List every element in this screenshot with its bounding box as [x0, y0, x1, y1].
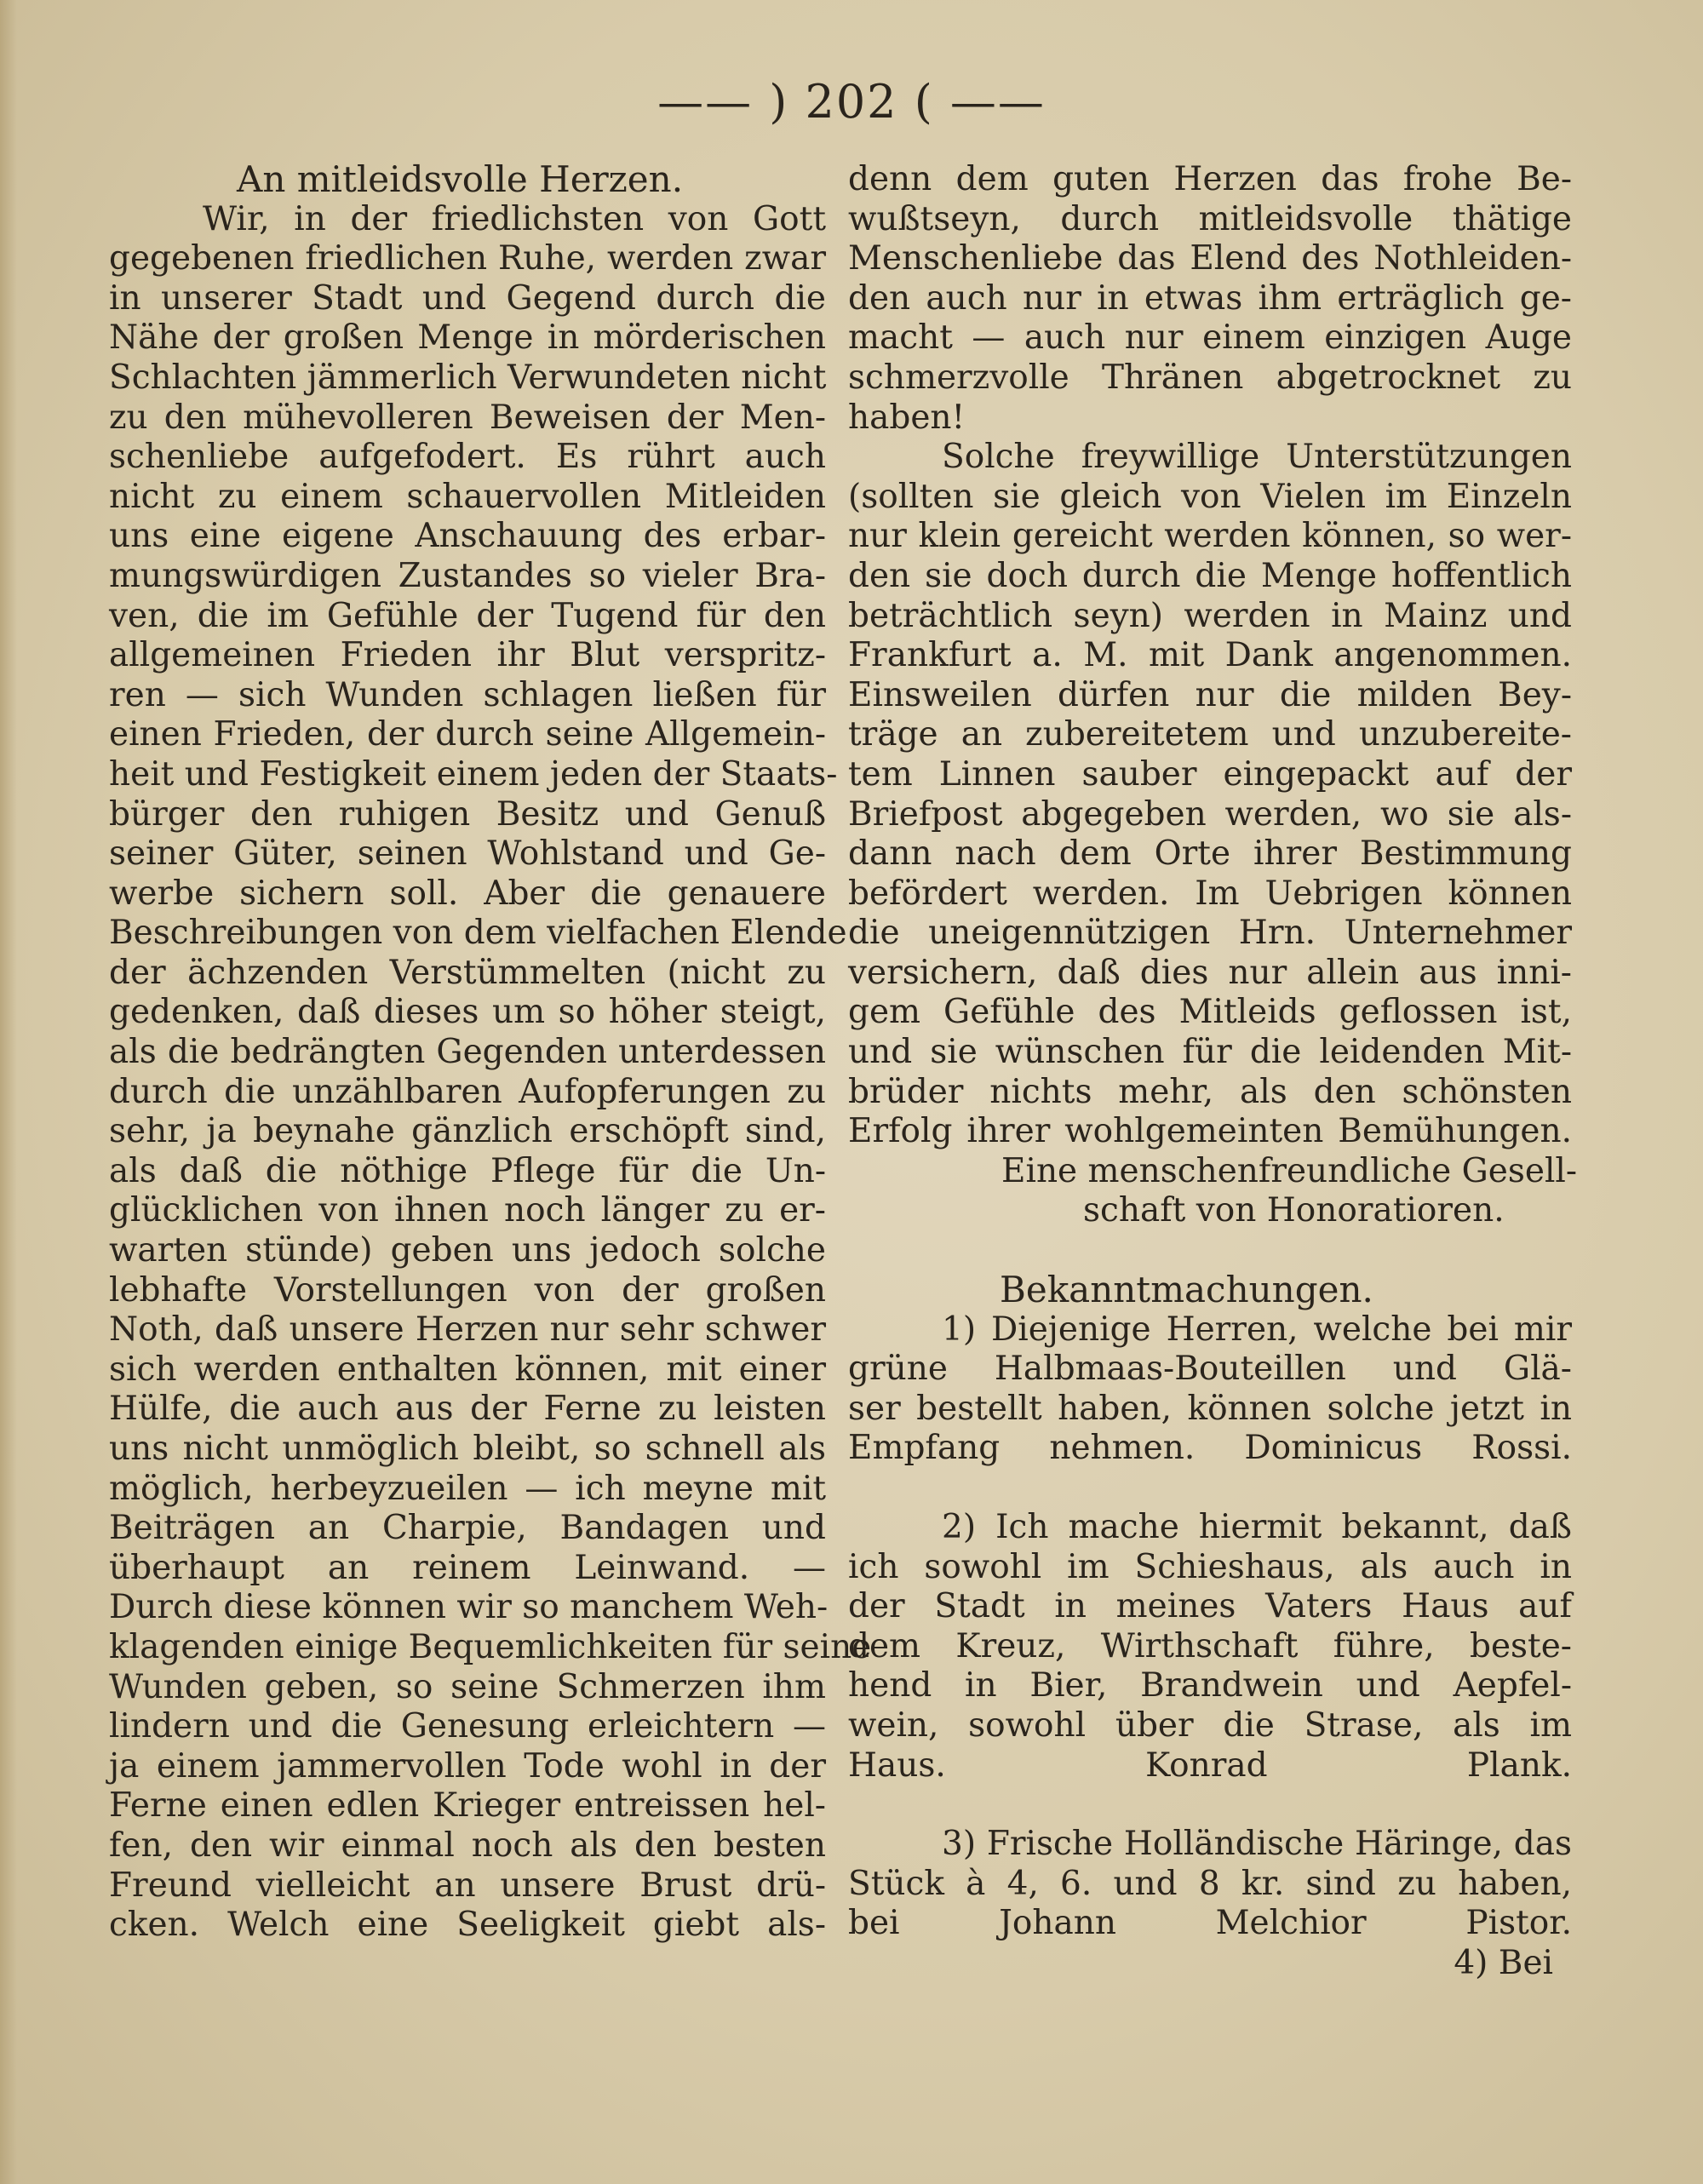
article-line: Schlachten jämmerlich Verwundeten nicht: [109, 358, 827, 397]
article-line: nur klein gereicht werden können, so wer-: [848, 517, 1572, 556]
article-line: werbe sichern soll. Aber die genauere: [109, 874, 826, 913]
article-line: lindern und die Genesung erleichtern —: [109, 1707, 826, 1746]
article-line: heit und Festigkeit einem jeden der Staats-: [109, 754, 838, 794]
article-line: Ferne einen edlen Krieger entreissen hel-: [109, 1786, 826, 1826]
article-title: An mitleidsvolle Herzen.: [237, 158, 684, 200]
article-line: Erfolg ihrer wohlgemeinten Bemühungen.: [848, 1112, 1572, 1151]
article-line: träge an zubereitetem und unzubereite-: [848, 715, 1572, 754]
article-line: gem Gefühle des Mitleids geflossen ist,: [848, 993, 1572, 1032]
article-line: der ächzenden Verstümmelten (nicht zu: [109, 953, 826, 992]
article-line: allgemeinen Frieden ihr Blut verspritz-: [109, 636, 826, 675]
article-line: warten stünde) geben uns jedoch solche: [109, 1231, 826, 1270]
page-edge-shadow: [0, 0, 17, 2184]
notice-line: grüne Halbmaas-Bouteillen und Glä-: [848, 1350, 1572, 1389]
article-line: durch die unzählbaren Aufopferungen zu: [109, 1072, 826, 1111]
article-line: cken. Welch eine Seeligkeit giebt als-: [109, 1906, 826, 1945]
article-line: Frankfurt a. M. mit Dank angenommen.: [848, 636, 1572, 675]
article-line: den auch nur in etwas ihm erträglich ge-: [848, 278, 1572, 318]
notice-line: 2) Ich mache hiermit bekannt, daß: [942, 1508, 1572, 1546]
article-line: klagenden einige Bequemlichkeiten für seine: [109, 1627, 872, 1666]
article-line: überhaupt an reinem Leinwand. —: [109, 1548, 826, 1587]
article-line: Solche freywillige Unterstützungen: [942, 438, 1572, 477]
article-line: beträchtlich seyn) werden in Mainz und: [848, 596, 1572, 635]
catchword: 4) Bei: [1454, 1943, 1553, 1982]
article-line: Freund vielleicht an unsere Brust drü-: [109, 1866, 826, 1905]
article-line: als daß die nöthige Pflege für die Un-: [109, 1151, 826, 1190]
article-line: fen, den wir einmal noch als den besten: [109, 1826, 826, 1865]
article-line: nicht zu einem schauervollen Mitleiden: [109, 477, 826, 516]
notice-line: Stück à 4, 6. und 8 kr. sind zu haben,: [848, 1864, 1572, 1903]
article-line: versichern, daß dies nur allein aus inni-: [848, 953, 1572, 992]
article-line: Beiträgen an Charpie, Bandagen und: [109, 1509, 826, 1548]
article-line: wußtseyn, durch mitleidsvolle thätige: [848, 199, 1572, 238]
article-line: Noth, daß unsere Herzen nur sehr schwer: [109, 1310, 826, 1350]
article-line: in unserer Stadt und Gegend durch die: [109, 278, 826, 318]
section-heading: Bekanntmachungen.: [1000, 1269, 1373, 1311]
article-line: lebhafte Vorstellungen von der großen: [109, 1270, 826, 1310]
signature-line: Eine menschenfreundliche Gesell-: [1001, 1151, 1578, 1190]
article-line: macht — auch nur einem einzigen Auge: [848, 318, 1572, 358]
spacer: [848, 1469, 1572, 1508]
article-line: einen Frieden, der durch seine Allgemein-: [109, 715, 826, 754]
notice-line: Empfang nehmen. Dominicus Rossi.: [848, 1429, 1572, 1468]
left-column: [109, 158, 872, 1946]
article-line: tem Linnen sauber eingepackt auf der: [848, 754, 1572, 794]
article-line: uns nicht unmöglich bleibt, so schnell als: [109, 1430, 826, 1468]
article-line: Durch diese können wir so manchem Weh-: [109, 1588, 829, 1627]
article-line: schenliebe aufgefodert. Es rührt auch: [109, 438, 826, 477]
article-line: bürger den ruhigen Besitz und Genuß: [109, 794, 826, 834]
spacer: [848, 1231, 1572, 1270]
article-line: Wir, in der friedlichsten von Gott: [203, 199, 826, 238]
notice-line: hend in Bier, Brandwein und Aepfel-: [848, 1666, 1572, 1705]
article-line: ren — sich Wunden schlagen ließen für: [109, 675, 826, 714]
article-line: ven, die im Gefühle der Tugend für den: [109, 596, 826, 635]
article-line: gedenken, daß dieses um so höher steigt,: [109, 993, 826, 1032]
article-line: Einsweilen dürfen nur die milden Bey-: [848, 675, 1572, 714]
article-line: dann nach dem Orte ihrer Bestimmung: [848, 834, 1572, 874]
article-line: sehr, ja beynahe gänzlich erschöpft sind,: [109, 1112, 826, 1151]
article-line: Wunden geben, so seine Schmerzen ihm: [109, 1667, 826, 1706]
article-line: schmerzvolle Thränen abgetrocknet zu: [848, 358, 1572, 397]
article-line: uns eine eigene Anschauung des erbar-: [109, 517, 826, 556]
article-line: Beschreibungen von dem vielfachen Elende: [109, 914, 847, 953]
article-line: (sollten sie gleich von Vielen im Einzeln: [848, 477, 1572, 516]
article-line: haben!: [848, 398, 966, 437]
article-line: Menschenliebe das Elend des Nothleiden-: [848, 239, 1572, 278]
notice-line: dem Kreuz, Wirthschaft führe, beste-: [848, 1626, 1572, 1665]
notice-line: wein, sowohl über die Strase, als im: [848, 1705, 1572, 1745]
signature-line: schaft von Honoratioren.: [1083, 1191, 1505, 1230]
article-line: möglich, herbeyzueilen — ich meyne mit: [109, 1469, 826, 1508]
notice-line: bei Johann Melchior Pistor.: [848, 1904, 1572, 1943]
notice-line: ich sowohl im Schieshaus, als auch in: [848, 1547, 1572, 1586]
article-line: zu den mühevolleren Beweisen der Men-: [109, 398, 826, 437]
spacer: [848, 1786, 1572, 1825]
article-line: als die bedrängten Gegenden unterdessen: [109, 1033, 826, 1072]
right-column: [848, 160, 1578, 1984]
article-line: denn dem guten Herzen das frohe Be-: [848, 160, 1572, 198]
article-line: Briefpost abgegeben werden, wo sie als-: [848, 794, 1572, 834]
article-line: ja einem jammervollen Tode wohl in der: [109, 1746, 826, 1786]
article-line: Nähe der großen Menge in mörderischen: [109, 318, 826, 358]
article-line: gegebenen friedlichen Ruhe, werden zwar: [109, 239, 826, 278]
notice-line: Haus. Konrad Plank.: [848, 1745, 1572, 1785]
article-line: die uneigennützigen Hrn. Unternehmer: [848, 914, 1572, 953]
page-number-header: —— ) 202 ( ——: [657, 75, 1046, 129]
article-line: sich werden enthalten können, mit einer: [109, 1350, 826, 1389]
article-line: Hülfe, die auch aus der Ferne zu leisten: [109, 1390, 826, 1429]
article-line: und sie wünschen für die leidenden Mit-: [848, 1033, 1572, 1072]
article-line: den sie doch durch die Menge hoffentlich: [848, 556, 1572, 595]
article-line: seiner Güter, seinen Wohlstand und Ge-: [109, 834, 826, 874]
notice-line: ser bestellt haben, können solche jetzt in: [848, 1389, 1572, 1428]
notice-line: 1) Diejenige Herren, welche bei mir: [942, 1310, 1572, 1349]
notice-line: 3) Frische Holländische Häringe, das: [942, 1825, 1572, 1864]
article-line: glücklichen von ihnen noch länger zu er-: [109, 1191, 826, 1230]
article-line: mungswürdigen Zustandes so vieler Bra-: [109, 556, 826, 595]
article-line: brüder nichts mehr, als den schönsten: [848, 1072, 1572, 1111]
notice-line: der Stadt in meines Vaters Haus auf: [848, 1587, 1572, 1626]
article-line: befördert werden. Im Uebrigen können: [848, 874, 1572, 913]
